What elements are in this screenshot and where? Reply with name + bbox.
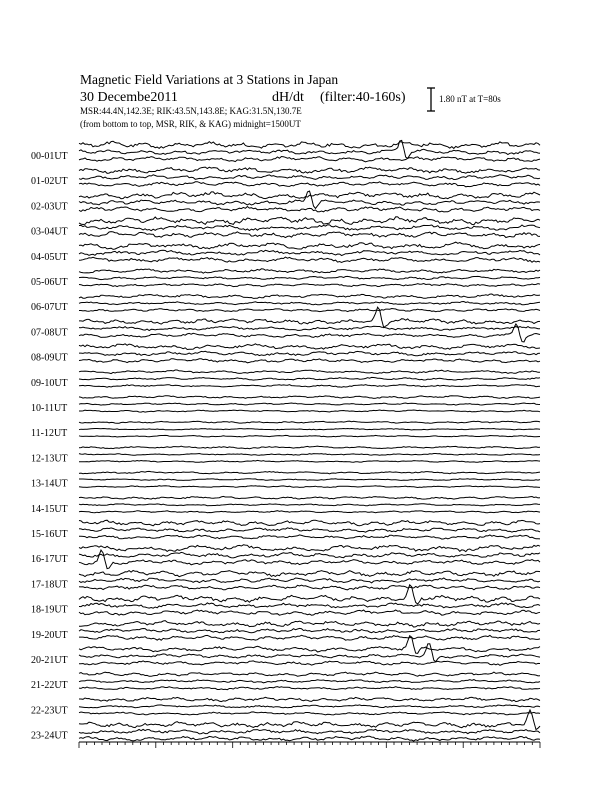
trace-rik xyxy=(79,479,540,481)
hour-label: 04-05UT xyxy=(31,251,68,263)
hour-row xyxy=(31,294,540,313)
hour-label: 10-11UT xyxy=(31,403,68,414)
hour-row xyxy=(31,446,540,464)
hour-label: 05-06UT xyxy=(31,277,68,288)
trace-rik xyxy=(79,191,540,208)
hour-label: 07-08UT xyxy=(31,327,68,339)
hour-row xyxy=(31,191,540,212)
chart-date: 30 Decembe2011 xyxy=(80,90,178,105)
trace-rik xyxy=(79,680,540,683)
trace-msr xyxy=(79,460,540,462)
trace-rik xyxy=(79,140,540,158)
trace-kag xyxy=(79,396,540,399)
trace-msr xyxy=(79,585,540,590)
hour-row xyxy=(31,344,540,364)
hour-row xyxy=(31,269,540,288)
trace-msr xyxy=(79,309,540,312)
trace-rik xyxy=(79,628,540,632)
trace-kag xyxy=(79,421,540,423)
trace-msr xyxy=(79,410,540,412)
hour-rows xyxy=(31,140,540,741)
trace-rik xyxy=(79,302,540,305)
hour-label: 17-18UT xyxy=(31,579,68,591)
trace-rik xyxy=(79,326,540,330)
hour-label: 22-23UT xyxy=(31,705,68,717)
trace-msr xyxy=(79,736,540,741)
hour-row xyxy=(31,370,540,389)
hour-label: 18-19UT xyxy=(31,604,68,616)
trace-kag xyxy=(79,471,540,473)
trace-rik xyxy=(79,644,540,662)
chart-title: Magnetic Field Variations at 3 Stations in Japan xyxy=(80,72,339,87)
trace-msr xyxy=(79,359,540,363)
hour-label: 08-09UT xyxy=(31,352,68,364)
trace-rik xyxy=(79,603,540,608)
trace-msr xyxy=(79,385,540,388)
time-axis xyxy=(79,742,540,748)
trace-msr xyxy=(79,182,540,187)
hour-row xyxy=(31,217,540,238)
trace-kag xyxy=(79,621,540,628)
hour-row xyxy=(31,571,540,591)
trace-rik xyxy=(79,276,540,279)
trace-kag xyxy=(79,370,540,374)
trace-msr xyxy=(79,284,540,287)
hour-label: 13-14UT xyxy=(31,478,68,490)
hour-label: 00-01UT xyxy=(31,151,68,162)
hour-label: 16-17UT xyxy=(31,554,68,566)
trace-kag xyxy=(79,192,540,199)
trace-rik xyxy=(79,504,540,506)
trace-msr xyxy=(79,324,540,342)
trace-msr xyxy=(79,435,540,437)
trace-kag xyxy=(79,344,540,350)
trace-rik xyxy=(79,729,540,734)
trace-kag xyxy=(79,242,540,249)
trace-msr xyxy=(79,687,540,690)
hour-row xyxy=(31,636,540,666)
trace-kag xyxy=(79,496,540,499)
hour-label: 19-20UT xyxy=(31,629,68,641)
hour-row xyxy=(31,585,540,616)
hour-label: 03-04UT xyxy=(31,226,68,238)
trace-rik xyxy=(79,552,540,558)
hour-row xyxy=(31,421,540,439)
hour-label: 12-13UT xyxy=(31,453,68,465)
scale-bar xyxy=(427,88,435,111)
trace-rik xyxy=(79,175,540,180)
trace-kag xyxy=(79,141,540,148)
hour-label: 14-15UT xyxy=(31,503,68,515)
hour-row xyxy=(31,520,540,540)
hour-label: 20-21UT xyxy=(31,655,68,666)
trace-rik xyxy=(79,403,540,405)
trace-kag xyxy=(79,269,540,273)
hour-row xyxy=(31,167,540,187)
trace-kag xyxy=(79,697,540,701)
trace-rik xyxy=(79,351,540,356)
trace-rik xyxy=(79,578,540,583)
hour-row xyxy=(31,396,540,414)
trace-msr xyxy=(79,157,540,162)
trace-msr xyxy=(79,257,540,262)
hour-row xyxy=(31,242,540,263)
hour-row xyxy=(31,545,540,569)
trace-msr xyxy=(79,207,540,212)
trace-msr xyxy=(79,486,540,488)
trace-msr xyxy=(79,635,540,640)
trace-msr xyxy=(79,232,540,238)
trace-kag xyxy=(79,672,540,676)
trace-rik xyxy=(79,250,540,255)
trace-kag xyxy=(79,446,540,449)
trace-rik xyxy=(79,528,540,532)
hour-label: 06-07UT xyxy=(31,302,68,314)
trace-msr xyxy=(79,661,540,665)
trace-kag xyxy=(79,545,540,552)
trace-rik xyxy=(79,377,540,380)
trace-rik xyxy=(79,705,540,708)
trace-msr xyxy=(79,511,540,513)
trace-kag xyxy=(79,294,540,298)
trace-kag xyxy=(79,520,540,526)
trace-kag xyxy=(79,571,540,577)
hour-row xyxy=(31,307,540,342)
hour-row xyxy=(31,621,540,641)
hour-row xyxy=(31,697,540,716)
trace-kag xyxy=(79,217,540,225)
hour-row xyxy=(31,140,540,162)
hour-label: 09-10UT xyxy=(31,377,68,389)
trace-rik xyxy=(79,225,540,231)
trace-rik xyxy=(79,454,540,456)
trace-rik xyxy=(79,429,540,431)
scale-bar-label: 1.80 nT at T=80s xyxy=(439,94,501,104)
hour-label: 01-02UT xyxy=(31,176,68,188)
chart-order-note: (from bottom to top, MSR, RIK, & KAG) midnight=1500UT xyxy=(80,119,301,129)
hour-label: 11-12UT xyxy=(31,428,68,440)
chart-filter: (filter:40-160s) xyxy=(320,90,406,105)
trace-msr xyxy=(79,712,540,715)
chart-quantity: dH/dt xyxy=(272,90,304,105)
hour-label: 21-22UT xyxy=(31,680,68,692)
trace-msr xyxy=(79,610,540,615)
hour-row xyxy=(31,496,540,514)
hour-row xyxy=(31,672,540,691)
trace-msr xyxy=(79,550,540,569)
trace-kag xyxy=(79,167,540,173)
hour-row xyxy=(31,471,540,489)
chart-stations: MSR:44.4N,142.3E; RIK:43.5N,143.8E; KAG:31.5N,130.7E xyxy=(80,106,302,116)
hour-label: 02-03UT xyxy=(31,201,68,213)
trace-msr xyxy=(79,535,540,539)
hour-label: 23-24UT xyxy=(31,730,68,742)
hour-label: 15-16UT xyxy=(31,529,68,540)
